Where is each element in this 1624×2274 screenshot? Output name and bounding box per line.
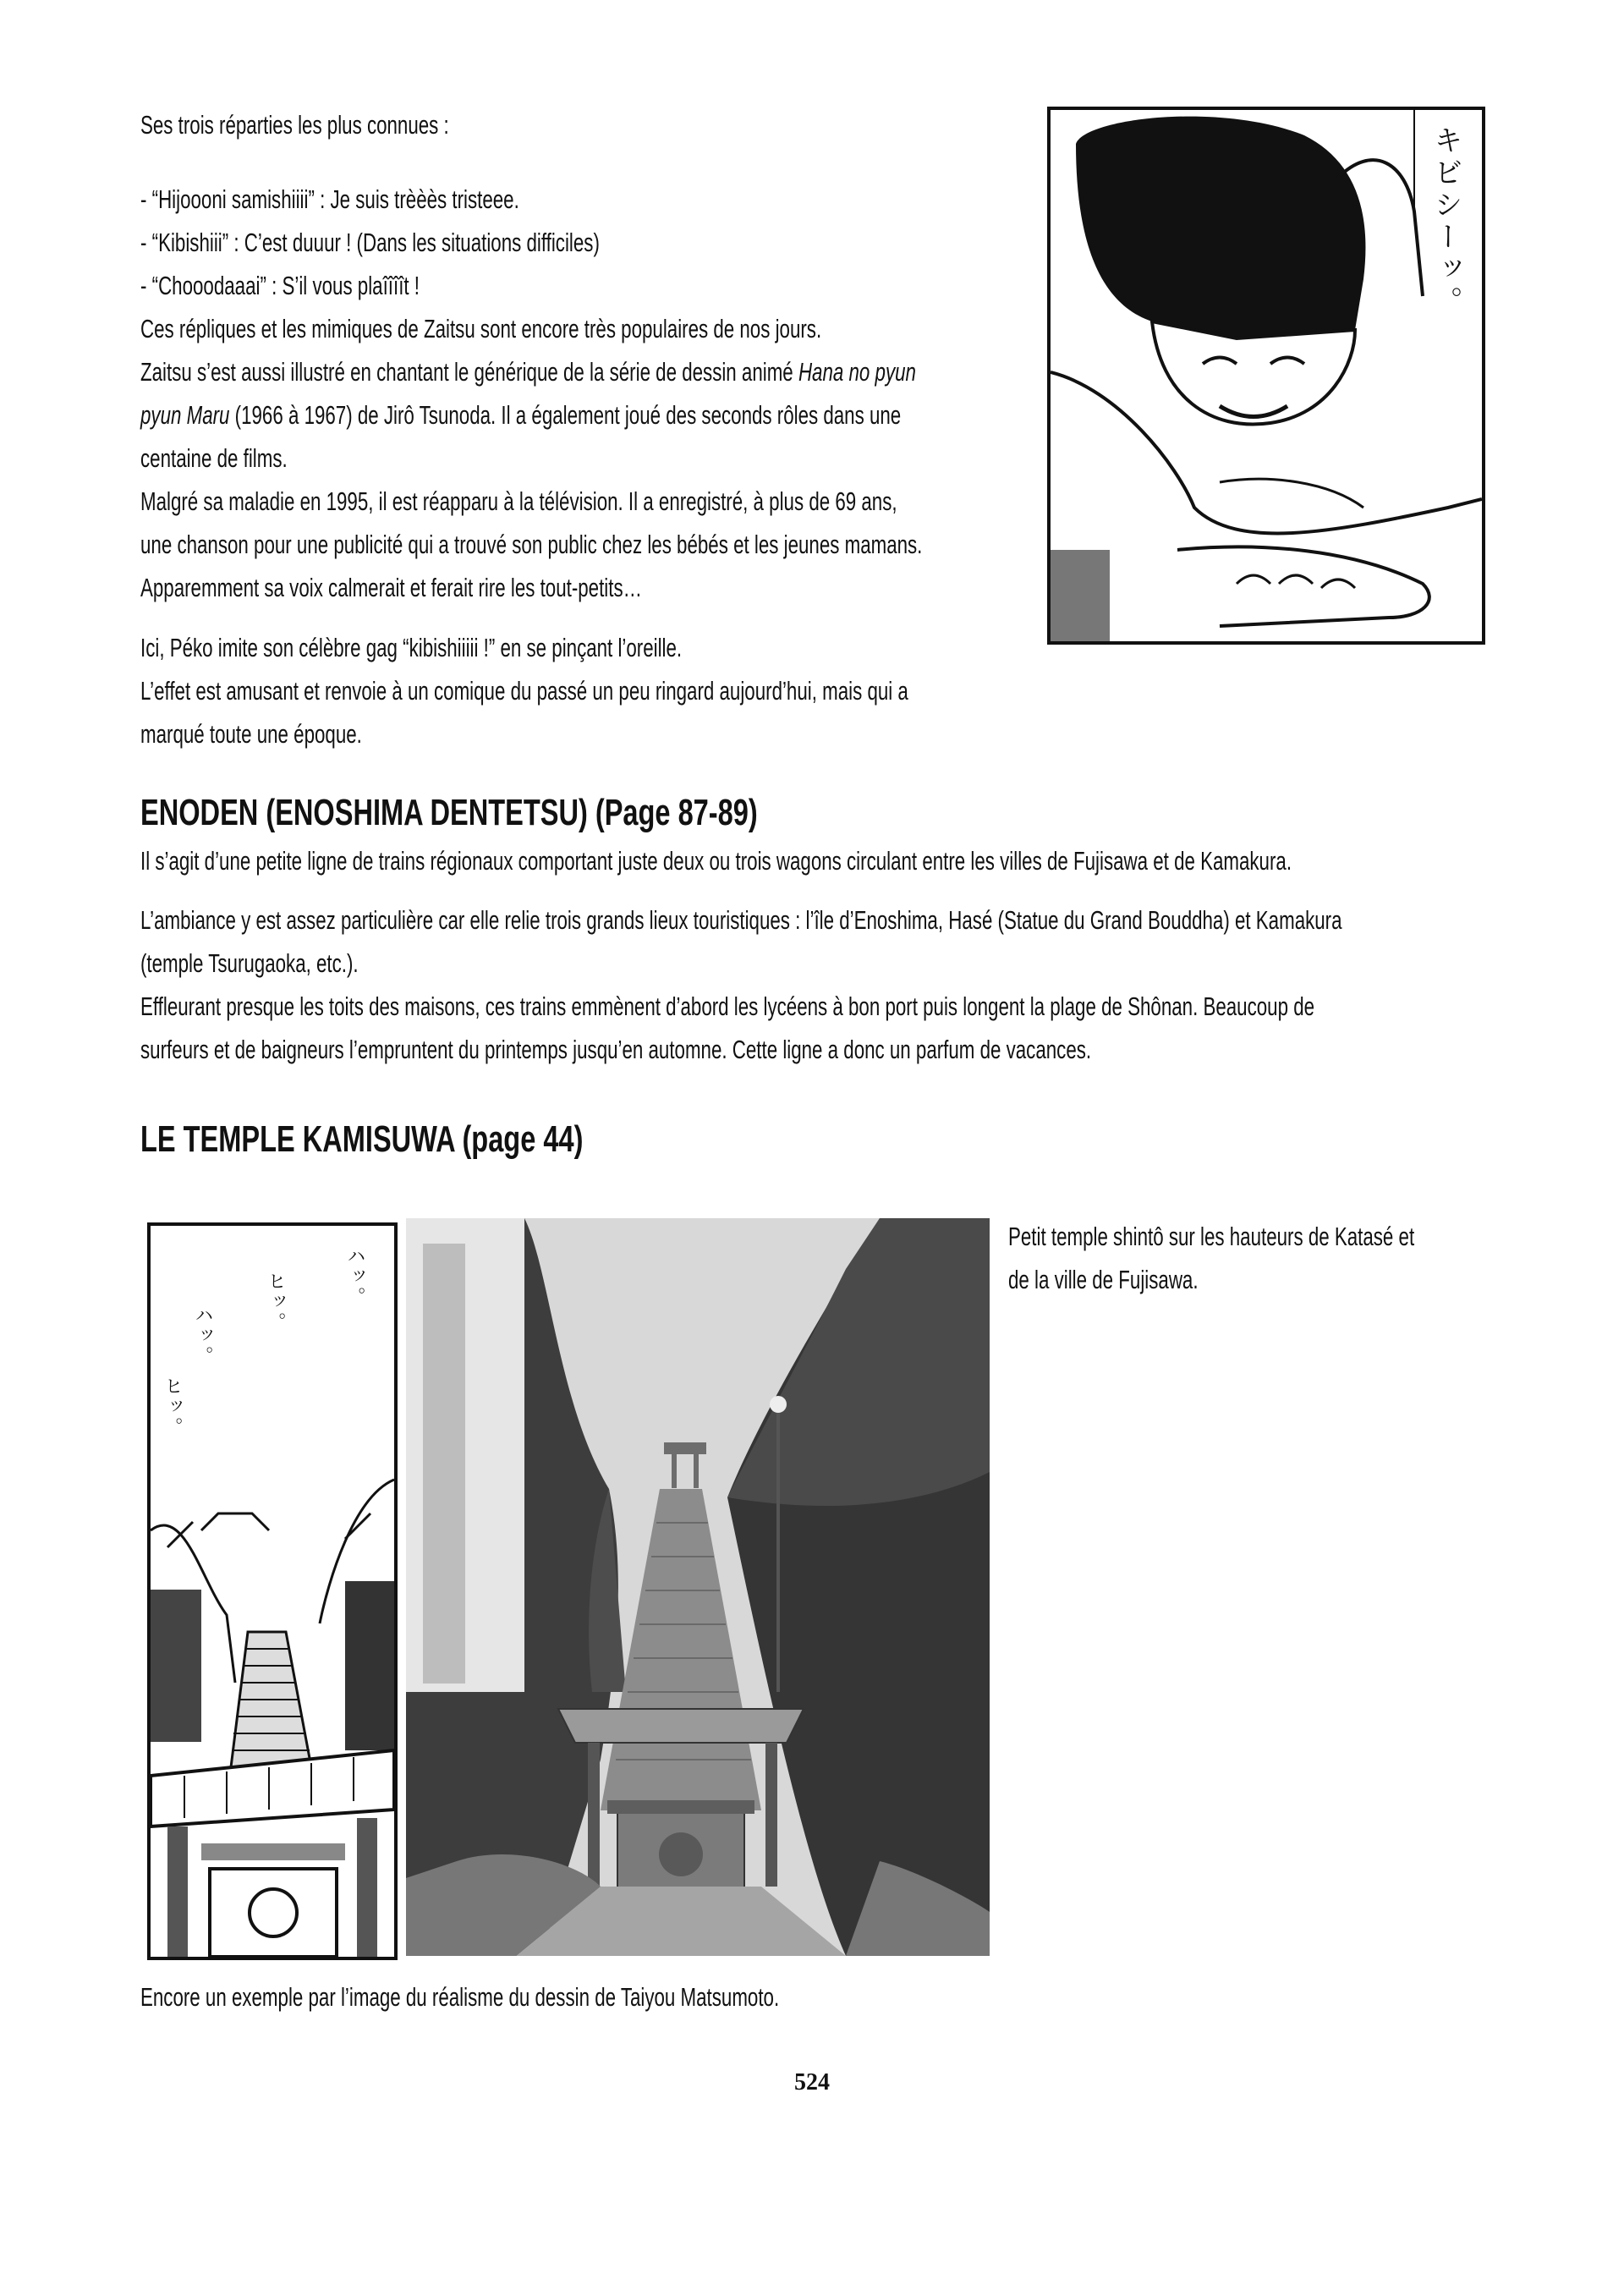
intro-line: - “Hijoooni samishiiii” : Je suis trèèès tristeee. [140,184,519,214]
manga-sfx: ヒッ。 [162,1376,183,1437]
temple-photo [406,1218,990,1956]
page-number: 524 [794,2069,830,2095]
intro-line-with-title [140,398,901,432]
speech-bubble-text: キビシーッ。 [1429,125,1462,318]
enoden-line: surfeurs et de baigneurs l’empruntent du printemps jusqu’en automne. Cette ligne a donc un parfum de vacances. [140,1035,1092,1064]
temple-photo-image [406,1218,990,1956]
intro-line: Apparemment sa voix calmerait et ferait rire les tout-petits… [140,573,642,602]
intro-line: centaine de films. [140,443,288,473]
enoden-line: Il s’agit d’une petite ligne de trains régionaux comportant juste deux ou trois wagons circulant entre les villes de Fujisawa et de Kamakura. [140,846,1292,876]
enoden-line: Effleurant presque les toits des maisons, ces trains emmènent d’abord les lycéens à bon port puis longent la plage de Shônan. Beaucoup de [140,991,1315,1021]
intro-line: - “Chooodaaai” : S’il vous plaîîîît ! [140,271,420,300]
anime-title: pyun Maru [140,400,230,430]
intro-line: Ses trois réparties les plus connues : [140,110,449,140]
section-heading-temple: LE TEMPLE KAMISUWA (page 44) [140,1118,584,1160]
intro-line: Ces répliques et les mimiques de Zaitsu sont encore très populaires de nos jours. [140,314,822,343]
section-heading-enoden: ENODEN (ENOSHIMA DENTETSU) (Page 87-89) [140,792,758,833]
temple-description-line: de la ville de Fujisawa. [1008,1265,1199,1294]
manga-panel-stairs [147,1222,398,1960]
enoden-line: L’ambiance y est assez particulière car elle relie trois grands lieux touristiques : l’île d’Enoshima, Hasé (Statue du Grand Bouddha) et Kamakura [140,905,1342,935]
temple-description-line: Petit temple shintô sur les hauteurs de Katasé et [1008,1222,1415,1251]
intro-line: Zaitsu s’est aussi illustré en chantant le générique de la série de dessin animé [140,357,793,387]
intro-line: une chanson pour une publicité qui a trouvé son public chez les bébés et les jeunes mamans. [140,530,923,559]
manga-sfx: ハッ。 [344,1246,365,1307]
anime-title: Hana no pyun [798,357,916,387]
enoden-line: (temple Tsurugaoka, etc.). [140,948,359,978]
intro-line: L’effet est amusant et renvoie à un comique du passé un peu ringard aujourd’hui, mais qui a [140,676,908,706]
manga-drawing [1051,110,1482,641]
intro-line: - “Kibishiii” : C’est duuur ! (Dans les situations difficiles) [140,228,600,257]
manga-sfx: ヒッ。 [265,1272,286,1332]
intro-line: marqué toute une époque. [140,719,362,749]
intro-line: (1966 à 1967) de Jirô Tsunoda. Il a également joué des seconds rôles dans une [234,400,902,430]
manga-stairs-drawing [151,1226,394,1957]
manga-sfx: ハッ。 [192,1305,213,1366]
temple-caption: Encore un exemple par l’image du réalisme du dessin de Taiyou Matsumoto. [140,1982,780,2012]
intro-line: Malgré sa maladie en 1995, il est réapparu à la télévision. Il a enregistré, à plus de 69 ans, [140,486,897,516]
intro-line-with-title [140,354,916,389]
intro-line: Ici, Péko imite son célèbre gag “kibishiiiii !” en se pinçant l’oreille. [140,633,683,662]
manga-panel-peko [1047,107,1485,645]
